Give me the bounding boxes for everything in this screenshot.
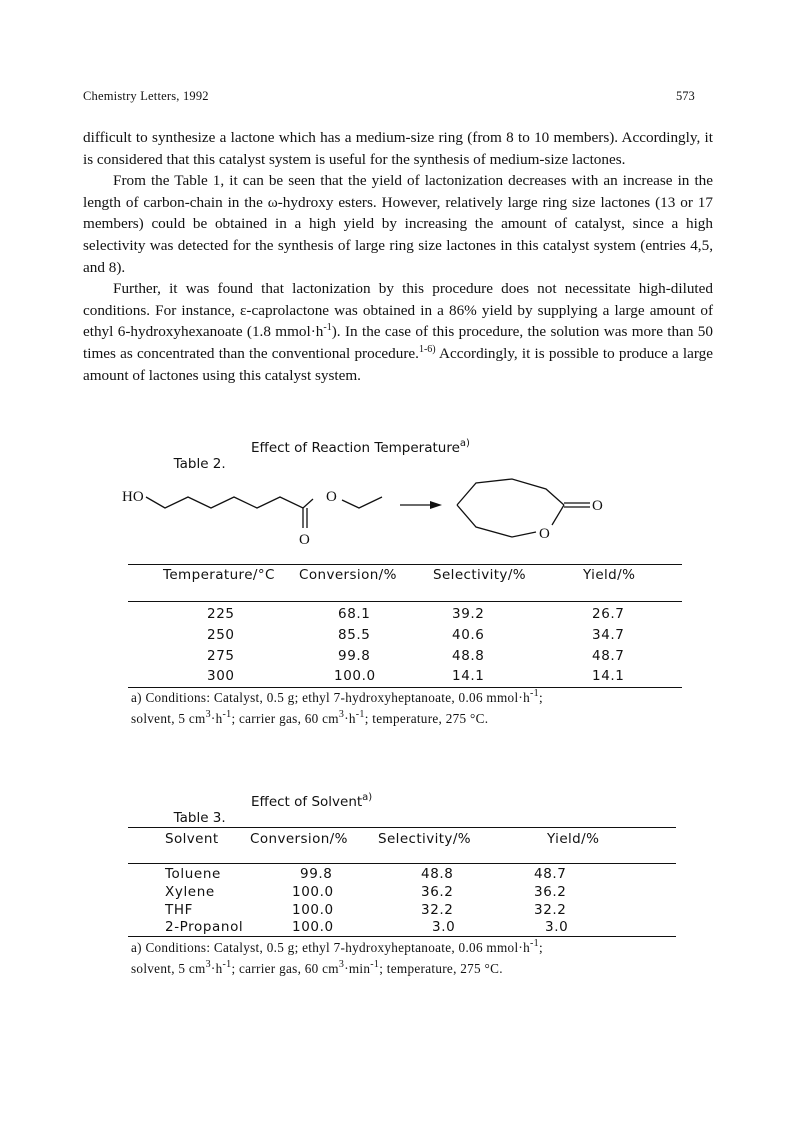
table-3-cell: 3.0: [432, 919, 456, 935]
footnote-text: a) Conditions: Catalyst, 0.5 g; ethyl 7-hydroxyheptanoate, 0.06 mmol·h: [131, 940, 530, 955]
table-2-label: Table 2.: [173, 456, 226, 472]
lactone-ring-oxygen-bond: [552, 505, 564, 525]
table-3-footnote-line-1: [131, 940, 543, 956]
footnote-sup: 3: [338, 959, 345, 970]
footnote-sup: -1: [355, 709, 365, 720]
table-2-footnote-line-1: [131, 690, 543, 706]
reactant-hydroxyl-label: HO: [122, 489, 144, 505]
reactant-carbonyl-oxygen-label: O: [299, 532, 310, 548]
table-3-cell: 32.2: [421, 902, 454, 918]
table-2-header-selectivity: Selectivity/%: [433, 567, 526, 583]
table-3-bottom-rule: [128, 936, 676, 937]
table-3-cell: 2-Propanol: [165, 919, 244, 935]
table-2-cell: 275: [207, 648, 235, 664]
reaction-scheme: [120, 475, 640, 550]
footnote-text: solvent, 5 cm: [131, 961, 206, 976]
footnote-text: ; carrier gas, 60 cm: [231, 711, 339, 726]
table-3-label: Table 3.: [173, 810, 226, 826]
citation-superscript: 1-6): [418, 343, 436, 355]
running-head: Chemistry Letters, 1992: [83, 89, 209, 103]
footnote-text: ·h: [210, 711, 223, 726]
table-2-cell: 39.2: [452, 606, 485, 622]
table-2-cell: 100.0: [334, 668, 376, 684]
footnote-text: ; temperature, 275 °C.: [379, 961, 503, 976]
footnote-sup: -1: [530, 938, 539, 949]
table-3-title: [251, 794, 372, 810]
table-2-title: [251, 440, 470, 456]
table-3-header-selectivity: Selectivity/%: [378, 831, 471, 847]
paragraph-2: From the Table 1, it can be seen that the yield of lactonization decreases with an increase in the length of carbon-chain in the ω-hydroxy esters. However, relatively large ring size lactones (13 or 17 members) could be obtained in a high yield by increasing the amount of catalyst, since a high selectivity was detected for the synthesis of large ring size lactones in this catalyst system (entries 4,5, and 8).: [83, 172, 713, 276]
footnote-text: ·h: [210, 961, 223, 976]
footnote-text: ; carrier gas, 60 cm: [231, 961, 339, 976]
table-3-header-conversion: Conversion/%: [250, 831, 348, 847]
footnote-sup: -1: [222, 959, 232, 970]
reactant-carbon-chain: [146, 497, 313, 508]
paragraph-3-text-c: Accordingly, it is possible to produce a large amount of lactones using this catalyst system.: [83, 344, 713, 384]
table-2-header-conversion: Conversion/%: [299, 567, 397, 583]
footnote-text: ;: [538, 940, 543, 955]
table-3-cell: 100.0: [292, 884, 334, 900]
table-3-cell: THF: [165, 902, 193, 918]
table-2-cell: 26.7: [592, 606, 625, 622]
table-3-header-yield: Yield/%: [547, 831, 600, 847]
table-2-cell: 300: [207, 668, 235, 684]
footnote-text: solvent, 5 cm: [131, 711, 206, 726]
table-2-cell: 48.8: [452, 648, 485, 664]
table-3-cell: 36.2: [534, 884, 567, 900]
paragraph-3-text-b: ). In the case of this procedure, the solution was more than 50 times as concentrated than the conventional procedure.: [83, 323, 713, 362]
superscript: -1: [323, 322, 332, 334]
footnote-sup: 3: [205, 959, 211, 970]
lactone-carbonyl-oxygen-label: O: [592, 498, 603, 514]
table-3-cell: 99.8: [300, 866, 333, 882]
table-2-cell: 34.7: [592, 627, 625, 643]
reactant-structure: [146, 497, 382, 528]
footnote-sup: -1: [370, 959, 380, 970]
table-3-cell: 48.7: [534, 866, 567, 882]
paragraph-3: [83, 278, 713, 386]
footnote-text: ·h: [344, 711, 356, 726]
table-2-top-rule: [128, 564, 682, 565]
table-3-cell: Xylene: [165, 884, 215, 900]
footnote-text: ;: [538, 690, 543, 705]
footnote-sup: -1: [222, 709, 232, 720]
table-2-cell: 225: [207, 606, 235, 622]
table-2-bottom-rule: [128, 687, 682, 688]
table-3-header-rule: [128, 863, 676, 864]
table-2-cell: 14.1: [452, 668, 485, 684]
footnote-sup: 3: [338, 709, 345, 720]
lactone-ring-oxygen-label: O: [539, 526, 550, 542]
table-2-cell: 99.8: [338, 648, 371, 664]
table-3-cell: 3.0: [545, 919, 569, 935]
table-2-cell: 48.7: [592, 648, 625, 664]
table-2-footnote-line-2: [131, 711, 488, 727]
table-3-title-sup: a): [362, 792, 373, 803]
table-2-header-temperature: Temperature/°C: [163, 567, 275, 583]
ethyl-chain: [342, 497, 382, 508]
table-2-cell: 85.5: [338, 627, 371, 643]
reactant-ester-oxygen-label: O: [326, 489, 337, 505]
table-3-cell: Toluene: [165, 866, 221, 882]
table-2-header-rule: [128, 601, 682, 602]
table-2-cell: 40.6: [452, 627, 485, 643]
lactone-ring-top: [457, 479, 564, 505]
footnote-sup: 3: [205, 709, 211, 720]
table-3-cell: 100.0: [292, 902, 334, 918]
table-3-top-rule: [128, 827, 676, 828]
table-3-footnote-line-2: [131, 961, 503, 977]
table-2-cell: 14.1: [592, 668, 625, 684]
paragraph-1: difficult to synthesize a lactone which has a medium-size ring (from 8 to 10 members). Accordingly, it is considered that this catalyst system is useful for the synthesis of medium-size lactones.: [83, 129, 713, 168]
paragraph-3-text-a: Further, it was found that lactonization by this procedure does not necessitate high-diluted conditions. For instance, ε-caprolactone was obtained in a 86% yield by supplying a large amount of ethyl 6-hydroxyhexanoate (1.8 mmol·h: [83, 280, 713, 341]
table-2-title-text: Effect of Reaction Temperature: [251, 440, 460, 456]
table-2-header-yield: Yield/%: [583, 567, 636, 583]
body-text: [83, 127, 713, 386]
footnote-text: ; temperature, 275 °C.: [364, 711, 489, 726]
table-3-cell: 32.2: [534, 902, 567, 918]
table-2-title-sup: a): [459, 438, 470, 449]
footnote-text: a) Conditions: Catalyst, 0.5 g; ethyl 7-hydroxyheptanoate, 0.06 mmol·h: [131, 690, 530, 705]
reaction-arrow: [400, 501, 442, 509]
table-3-cell: 100.0: [292, 919, 334, 935]
lactone-ring: [457, 479, 590, 537]
table-3-cell: 36.2: [421, 884, 454, 900]
page-number: 573: [676, 89, 695, 103]
lactone-ring-bottom: [457, 505, 536, 537]
table-2-cell: 68.1: [338, 606, 371, 622]
table-2-cell: 250: [207, 627, 235, 643]
table-3-cell: 48.8: [421, 866, 454, 882]
footnote-sup: -1: [530, 688, 539, 699]
table-3-header-solvent: Solvent: [165, 831, 219, 847]
footnote-text: ·min: [344, 961, 371, 976]
table-3-title-text: Effect of Solvent: [251, 794, 363, 810]
